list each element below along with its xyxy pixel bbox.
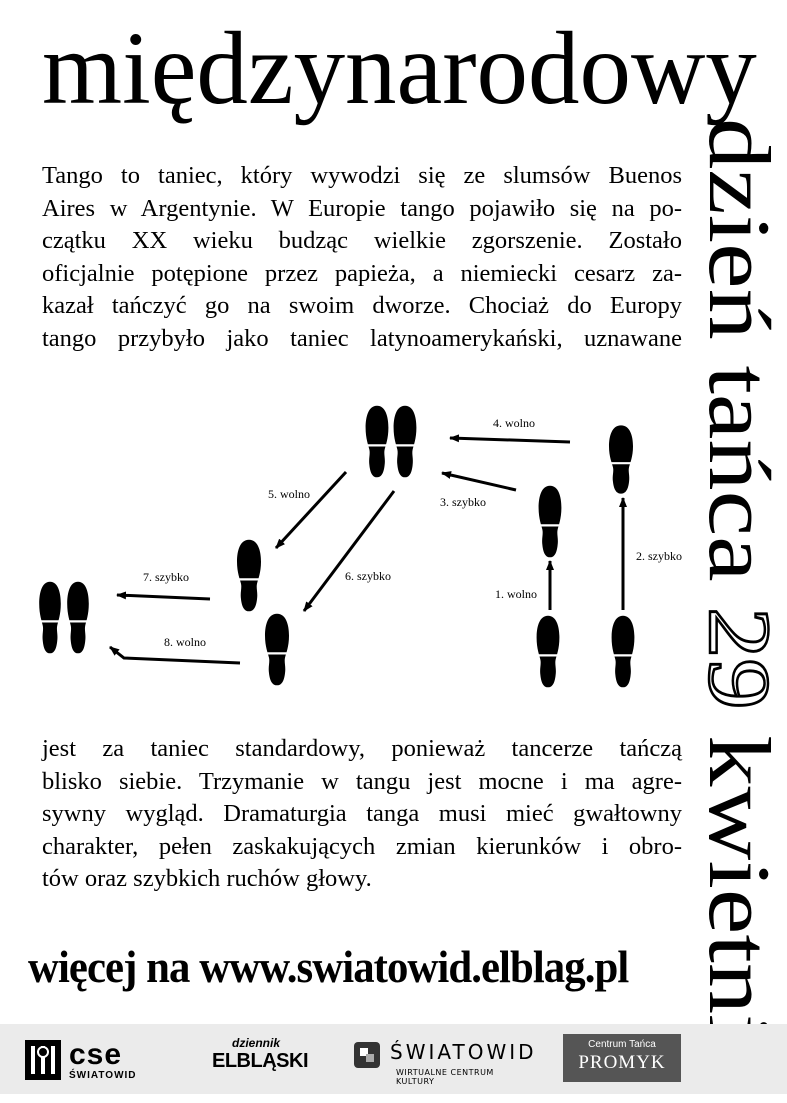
step-arrow-5 (276, 472, 346, 548)
cse-logo-text: cse (69, 1038, 123, 1071)
vertical-word-tanca: tańca (690, 365, 780, 552)
footprint (366, 406, 389, 478)
vertical-date-svg (690, 118, 780, 1098)
paragraph-line: sywny wygląd. Dramaturgia tanga musi mieć gwałtowny (42, 800, 682, 827)
paragraph-line: tango przybyło jako taniec latynoamerykański, uznawane (42, 324, 682, 352)
step-arrow-6 (304, 491, 394, 611)
cse-emblem-icon (25, 1040, 61, 1080)
paragraph-line: Tango to taniec, który wywodzi się ze slumsów Buenos (42, 162, 682, 189)
dziennik-logo-main: ELBLĄSKI (212, 1050, 308, 1072)
paragraph-line: charakter, pełen zaskakujących zmian kierunków i obro- (42, 832, 682, 860)
step-label-3: 3. szybko (440, 495, 486, 509)
step-label-4: 4. wolno (493, 416, 535, 430)
step-label-6: 6. szybko (345, 569, 391, 583)
footprint (609, 425, 633, 493)
swiatowid-emblem-icon (352, 1040, 382, 1070)
step-label-8: 8. wolno (164, 635, 206, 649)
dziennik-logo-top: dziennik (231, 1036, 280, 1050)
promyk-logo-box (563, 1034, 681, 1082)
paragraph-line: kazał tańczyć go na swoim dworze. Chociaż do Europy (42, 292, 682, 319)
swiatowid-logo-subtitle: WIRTUALNE CENTRUM KULTURY (396, 1068, 494, 1086)
step-arrow-8 (110, 647, 240, 663)
paragraph-line: jest za taniec standardowy, ponieważ tancerze tańczą (42, 735, 682, 762)
vertical-day-number: 29 (690, 607, 780, 696)
step-arrow-7 (117, 595, 210, 599)
step-arrow-4 (450, 438, 570, 442)
step-label-5: 5. wolno (268, 487, 310, 501)
promyk-logo (563, 1032, 681, 1086)
intro-paragraph (42, 160, 682, 355)
website-link[interactable]: więcej na www.swiatowid.elblag.pl (28, 941, 629, 992)
closing-paragraph (42, 733, 682, 896)
sponsor-logo-strip (0, 1024, 787, 1094)
footprint (237, 540, 261, 612)
step-arrow-3 (442, 473, 516, 490)
paragraph-line: Aires w Argentynie. W Europie tango pojawiło się na po- (42, 194, 682, 222)
dziennik-elblaski-logo (212, 1032, 308, 1086)
svg-text:dzień tańca (690, 118, 780, 1088)
cse-logo (25, 1032, 165, 1086)
paragraph-line: czątku XX wieku budząc wielkie zgorszenie. Zostało (42, 227, 682, 254)
footprint (39, 582, 61, 654)
paragraph-line: blisko siebie. Trzymanie w tangu jest mocne i ma agre- (42, 767, 682, 795)
footprint (537, 616, 560, 688)
swiatowid-logo (350, 1032, 537, 1086)
paragraph-line: tów oraz szybkich ruchów głowy. (42, 865, 372, 892)
footprint (539, 486, 562, 558)
footprint (265, 614, 289, 686)
promyk-logo-main: PROMYK (578, 1052, 666, 1073)
footprint (394, 406, 417, 478)
poster-title: międzynarodowy (42, 11, 757, 126)
promyk-logo-top: Centrum Tańca (588, 1039, 656, 1050)
cse-logo-subtext: ŚWIATOWID (69, 1070, 137, 1081)
step-label-7: 7. szybko (143, 570, 189, 584)
vertical-date-heading (690, 118, 780, 1098)
footprint (612, 616, 635, 688)
step-label-2: 2. szybko (636, 549, 682, 563)
steps-diagram-svg (30, 395, 700, 695)
vertical-word-month: kwietnia (690, 735, 780, 1039)
tango-steps-diagram (30, 395, 700, 695)
footprint (67, 582, 89, 654)
paragraph-line: oficjalnie potępione przez papieża, a niemiecki cesarz za- (42, 259, 682, 287)
swiatowid-logo-name: ŚWIATOWID (390, 1040, 537, 1064)
vertical-word-dzien: dzień (690, 118, 780, 309)
step-label-1: 1. wolno (495, 587, 537, 601)
